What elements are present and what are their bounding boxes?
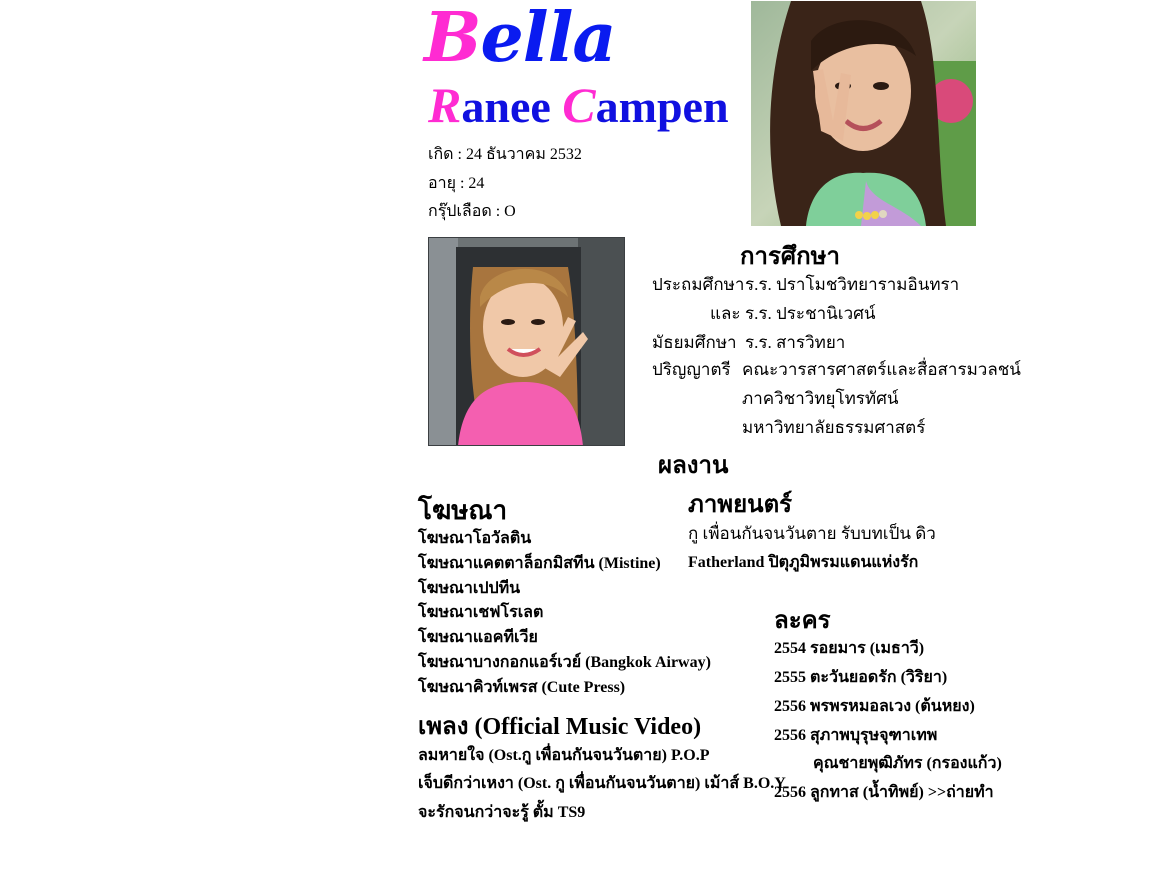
- ad-item: โฆษณาเชฟโรเลต: [418, 604, 544, 621]
- ad-item: โฆษณาโอวัลติน: [418, 530, 532, 547]
- music-heading: เพลง (Official Music Video): [418, 714, 702, 740]
- name-title: [424, 0, 616, 78]
- education-value-department: ภาควิชาวิทยุโทรทัศน์: [742, 389, 899, 408]
- age: อายุ : 24: [428, 175, 485, 192]
- ad-item: โฆษณาคิวท์เพรส (Cute Press): [418, 679, 626, 696]
- full-name-title: [428, 78, 729, 134]
- education-label-bachelor: ปริญญาตรี: [652, 360, 731, 379]
- education-value-secondary: ร.ร. สารวิทยา: [745, 333, 846, 352]
- portrait-photo-middle-image: [428, 237, 625, 446]
- full-name-part-1: anee: [461, 81, 563, 132]
- dramas-heading: ละคร: [774, 608, 831, 634]
- movie-item: Fatherland ปิตุภูมิพรมแดนแห่งรัก: [688, 554, 919, 571]
- blood-type: กรุ๊ปเลือด : O: [428, 203, 516, 220]
- education-label-primary: ประถมศึกษา: [652, 275, 745, 294]
- drama-item: 2556 ลูกทาส (น้ำทิพย์) >>ถ่ายทำ: [774, 784, 994, 801]
- portrait-photo-top: [751, 1, 976, 226]
- ads-heading: โฆษณา: [418, 496, 508, 525]
- drama-item: 2555 ตะวันยอดรัก (วิริยา): [774, 669, 948, 686]
- music-item: ลมหายใจ (Ost.กู เพื่อนกันจนวันตาย) P.O.P: [418, 747, 710, 764]
- portrait-photo-middle: [428, 237, 625, 446]
- drama-item: 2556 พรพรหมอลเวง (ต้นหยง): [774, 698, 975, 715]
- movies-heading: ภาพยนตร์: [688, 492, 793, 518]
- education-label-and: และ: [710, 304, 741, 323]
- music-item: จะรักจนกว่าจะรู้ ตั้ม TS9: [418, 804, 586, 821]
- education-value-primary-2: ร.ร. ประชานิเวศน์: [745, 304, 876, 323]
- education-value-faculty: คณะวารสารศาสตร์และสื่อสารมวลชน์: [742, 360, 1021, 379]
- education-heading: การศึกษา: [740, 244, 840, 270]
- portrait-photo-top-image: [751, 1, 976, 226]
- movie-item: กู เพื่อนกันจนวันตาย รับบทเป็น ดิว: [688, 524, 936, 543]
- education-label-secondary: มัธยมศึกษา: [652, 333, 737, 352]
- drama-item: คุณชายพุฒิภัทร (กรองแก้ว): [813, 755, 1002, 772]
- education-value-university: มหาวิทยาลัยธรรมศาสตร์: [742, 418, 926, 437]
- education-value-primary: ร.ร. ปราโมชวิทยารามอินทรา: [745, 275, 960, 294]
- full-name-initial-1: R: [428, 77, 462, 133]
- ad-item: โฆษณาแคตตาล็อกมิสทีน (Mistine): [418, 555, 661, 572]
- full-name-initial-2: C: [562, 77, 596, 133]
- birth-date: เกิด : 24 ธันวาคม 2532: [428, 146, 582, 163]
- name-initial: B: [424, 0, 481, 78]
- drama-item: 2556 สุภาพบุรุษจุฑาเทพ: [774, 727, 938, 744]
- works-heading: ผลงาน: [658, 453, 729, 479]
- drama-item: 2554 รอยมาร (เมธาวี): [774, 640, 925, 657]
- name-rest: ella: [480, 0, 616, 78]
- ad-item: โฆษณาบางกอกแอร์เวย์ (Bangkok Airway): [418, 654, 711, 671]
- music-item: เจ็บดีกว่าเหงา (Ost. กู เพื่อนกันจนวันตาย) เม้าส์ B.O.Y: [418, 775, 786, 792]
- full-name-part-2: ampen: [595, 81, 729, 132]
- ad-item: โฆษณาแอคทีเวีย: [418, 629, 538, 646]
- ad-item: โฆษณาเปปทีน: [418, 580, 521, 597]
